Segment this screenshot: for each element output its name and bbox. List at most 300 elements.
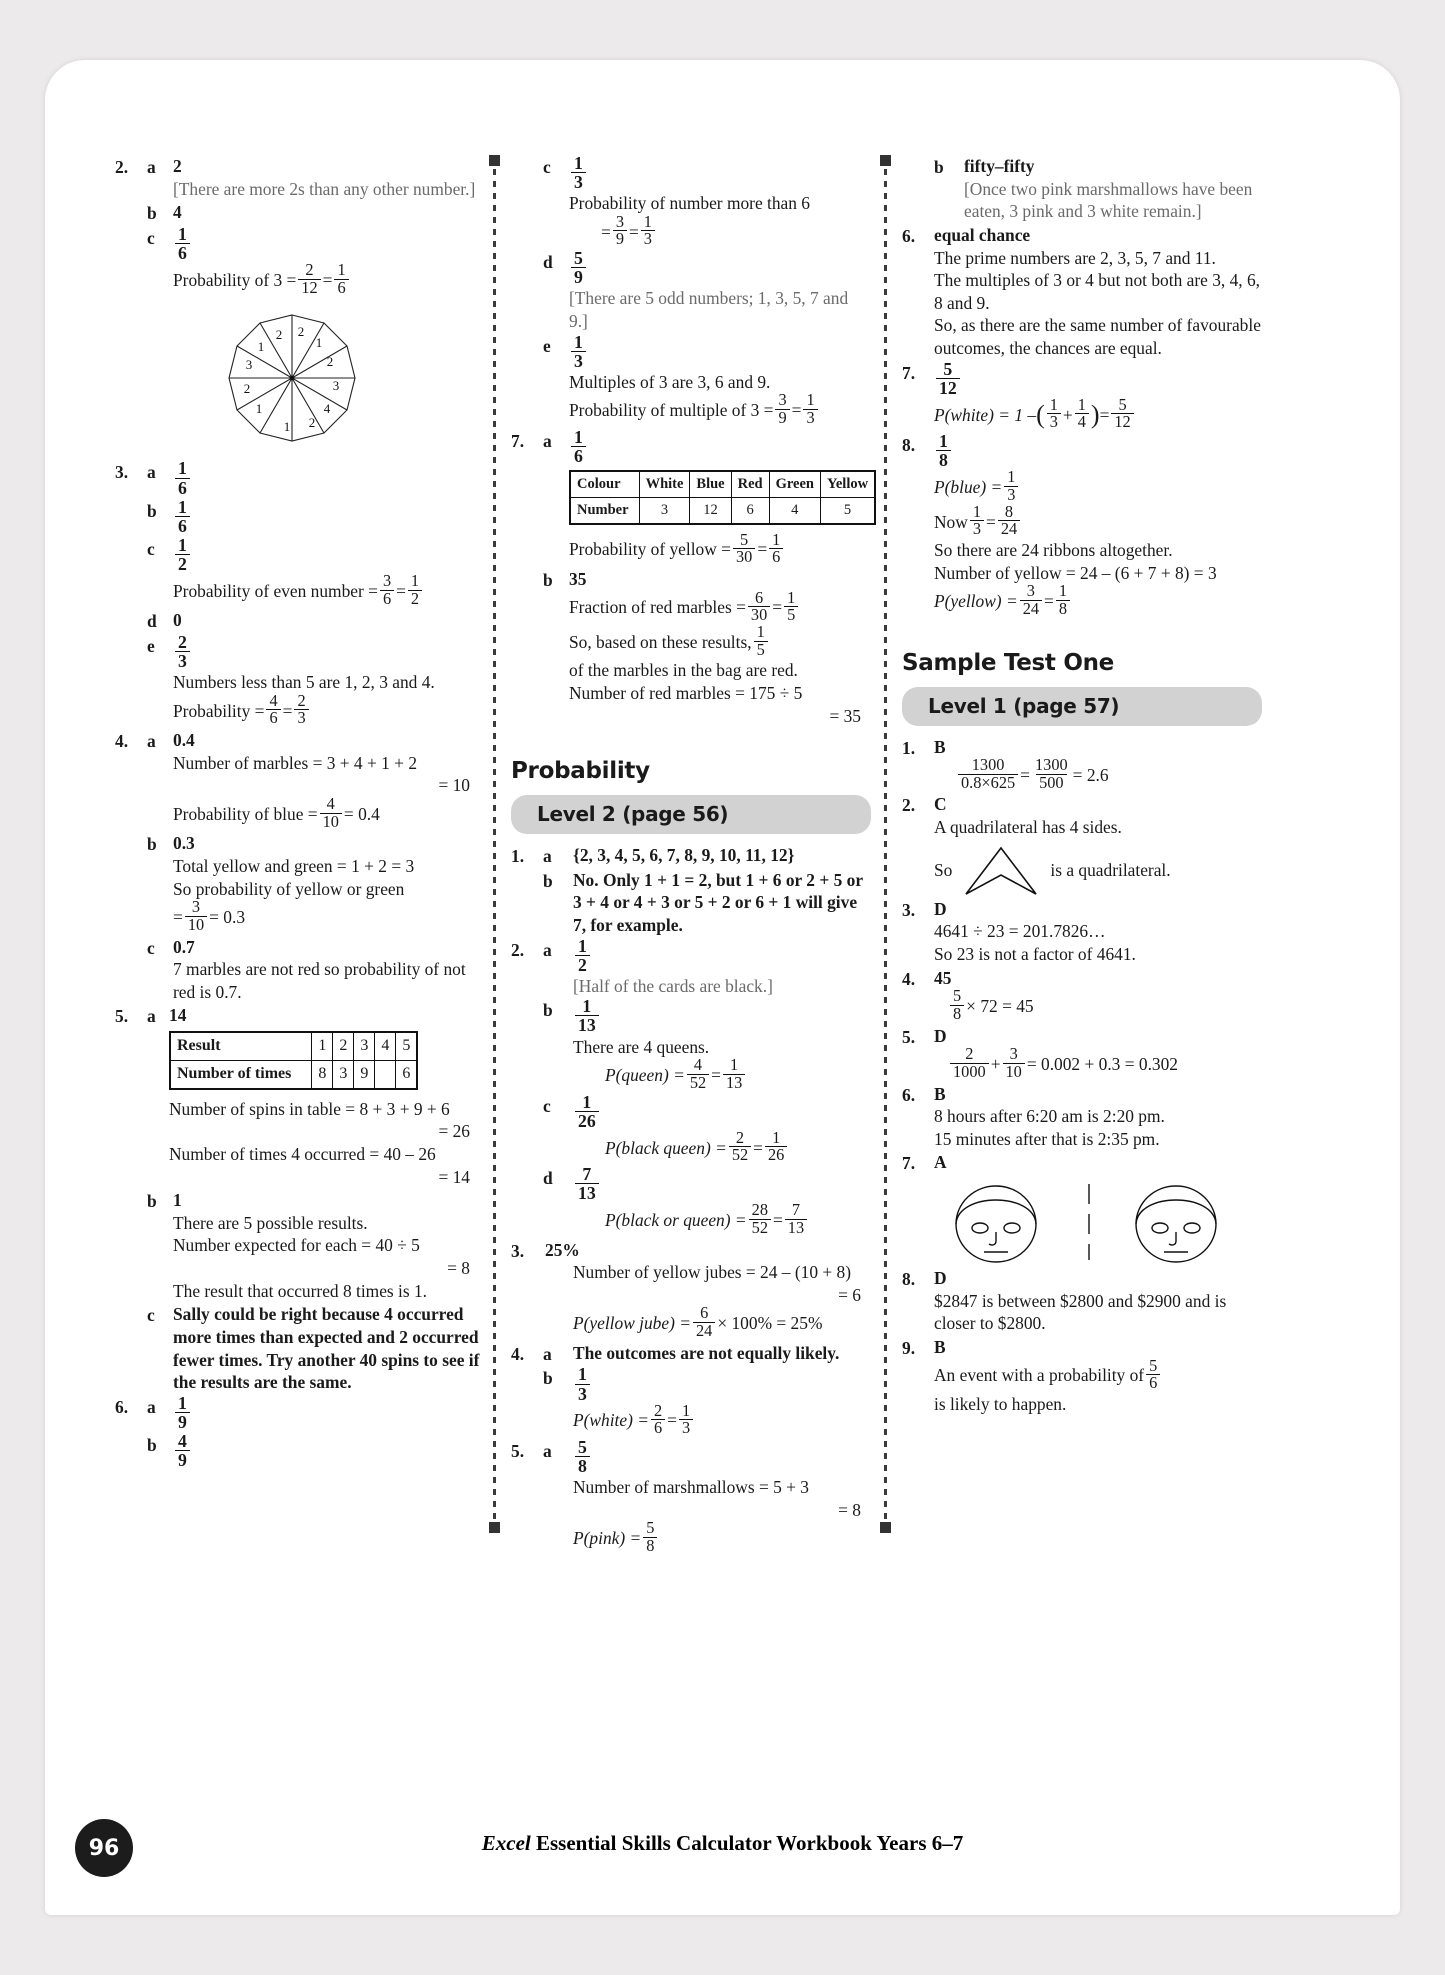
question-number: 6. [115,1396,129,1417]
part-label: b [543,1368,553,1389]
page-number: 96 [75,1819,133,1877]
question-number: 5. [115,1006,129,1027]
answer-value: A [934,1152,947,1173]
answer-value: D [934,1025,947,1046]
explanation-line: 4641 ÷ 23 = 201.7826… [934,921,1106,942]
part-label: a [147,462,156,483]
fraction-answer: $\frac{1}{3}$ [571,154,586,191]
question-number: 8. [902,435,916,456]
explanation-line: = 26 [438,1121,470,1142]
part-label: a [543,939,552,960]
column-left [115,155,480,1557]
part-label: c [543,157,551,177]
answer-item-p2a [511,935,871,998]
working-line: P(black or queen) = $\frac{28}{52}$ = $\frac{7}{13}$ [573,1203,871,1237]
answer-value: 14 [169,1005,187,1026]
answer-item-p5b [902,155,1262,223]
answer-value: 2 [173,156,182,176]
question-number: 2. [511,939,525,960]
working-line: $\frac{5}{8}$ × 72 = 45 [934,989,1262,1023]
column-right [902,155,1262,1557]
working-line: $\frac{1300}{0.8\times 625}$ = $\frac{1300}{500}$ = 2.6 [934,758,1262,792]
explanation-line: The result that occurred 8 times is 1. [173,1280,428,1301]
table-header-cell: Number of times [170,1060,312,1088]
answer-item-4c [115,936,480,1004]
question-number: 4. [902,968,916,989]
answer-item-5a [115,1004,480,1188]
fraction: $\frac{5}{8}$ [643,1520,657,1554]
column-middle [511,155,871,1557]
fraction: $\frac{1}{5}$ [784,590,798,624]
explanation-line: Number of red marbles = 175 ÷ 5 [569,682,803,703]
table-row [170,1032,417,1060]
fraction: $\frac{1}{3}$ [641,214,655,248]
working-line: P(black queen) = $\frac{2}{52}$ = $\frac{1}{26}$ [573,1131,871,1165]
answer-value: The outcomes are not equally likely. [573,1342,840,1363]
page-content [115,153,1405,1556]
fraction: $\frac{3}{9}$ [775,392,789,426]
answer-item-p4b [511,1366,871,1438]
fraction-answer: $\frac{5}{12}$ [936,360,960,397]
explanation-line: Multiples of 3 are 3, 6 and 9. [569,371,771,392]
fraction: $\frac{1300}{500}$ [1034,755,1068,792]
explanation-line: 7 marbles are not red so probability of not red is 0.7. [173,959,466,1002]
fraction: $\frac{5}{30}$ [733,532,755,566]
table-cell: 5 [396,1032,418,1060]
answer-value: B [934,736,946,757]
fraction: 5 6 [1146,1358,1160,1392]
svg-text:2: 2 [275,327,283,343]
answer-value: 0 [173,610,182,631]
svg-text:2: 2 [326,354,334,370]
answer-note: [Half of the cards are black.] [573,975,773,996]
fraction-answer: $\frac{5}{8}$ [575,1438,590,1475]
answer-item-5c [115,1303,480,1394]
answer-item-p2b [511,998,871,1092]
explanation-line: So probability of yellow or green [173,878,405,899]
part-label: d [543,252,553,273]
svg-text:1: 1 [257,339,265,355]
part-label: b [543,870,553,891]
table-cell: 6 [731,497,769,523]
table-cell: 6 [396,1060,418,1088]
part-label: c [147,538,155,559]
answer-item-7b [511,568,871,727]
page-sheet [45,60,1400,1915]
fraction-answer: $\frac{2}{3}$ [175,633,190,670]
answer-item-p4a [511,1342,871,1366]
explanation-line: So is a quadrilateral. [934,845,1262,897]
explanation-line: So 23 is not a factor of 4641. [934,943,1136,964]
part-label: a [147,1396,156,1417]
table-header-cell: Number [570,497,639,523]
answer-item-s9 [902,1336,1262,1416]
answer-item-2c [115,223,480,460]
fraction-answer: $\frac{1}{6}$ [175,498,190,535]
answer-value: 0.4 [173,730,195,751]
divider-square-top [489,155,500,166]
answer-value: equal chance [934,224,1031,245]
answer-item-3a [115,460,480,497]
answer-item-p8 [902,433,1262,618]
fraction-answer: $\frac{1}{8}$ [936,432,951,469]
working-line: Probability of number more than 6 [569,193,811,214]
table-header-cell: Result [170,1032,312,1060]
explanation-line: Number expected for each = 40 ÷ 5 [173,1235,420,1256]
part-label: d [147,611,157,632]
question-number: 3. [902,899,916,920]
part-label: c [147,1305,155,1326]
explanation-line: 8 hours after 6:20 am is 2:20 pm. [934,1106,1165,1127]
working-line: Probability of blue = $\frac{4}{10}$ = 0.4 [173,793,380,831]
working-line: P(pink) = $\frac{5}{8}$ [573,1521,871,1555]
answer-value: 4 [173,202,182,223]
question-number: 6. [902,1084,916,1105]
question-number: 7. [511,430,525,451]
svg-text:2: 2 [243,381,251,397]
answer-value: D [934,1268,947,1289]
explanation-line: = 10 [438,775,470,796]
working-line: Now $\frac{1}{3}$ = $\frac{8}{24}$ [934,505,1262,539]
answer-item-4a [115,729,480,831]
answer-value: Sally could be right because 4 occurred more times than expected and 2 occurred fewer times. Try another 40 spins to see if the results are the same. [173,1304,480,1393]
svg-text:2: 2 [308,415,316,431]
answer-value: No. Only 1 + 1 = 2, but 1 + 6 or 2 + 5 or 3 + 4 or 4 + 3 or 5 + 2 or 6 + 1 will give 7, for example. [573,869,863,935]
table-cell: 4 [375,1032,396,1060]
fraction: $\frac{8}{24}$ [998,504,1020,538]
answer-item-s5 [902,1025,1262,1082]
answer-item-p1b [511,869,871,937]
fraction: $\frac{2}{6}$ [651,1403,665,1437]
part-label: a [147,731,156,752]
fraction: $\frac{1}{3}$ [679,1403,693,1437]
question-number-blank [115,201,147,225]
fraction-answer: $\frac{1}{9}$ [175,1394,190,1431]
fraction: $\frac{1}{2}$ [408,573,422,607]
answer-item-s7 [902,1151,1262,1266]
divider-dots [493,169,496,1524]
column-divider-right [871,155,902,1557]
fraction: $\frac{3}{24}$ [1020,583,1042,617]
answer-item-2b [115,201,480,225]
working-line: P(queen) = $\frac{4}{52}$ = $\frac{1}{13}$ [573,1058,871,1092]
spinner-diagram [217,303,480,453]
fraction-answer: $\frac{1}{3}$ [571,333,586,370]
answer-item-s4 [902,967,1262,1024]
svg-text:3: 3 [245,357,253,373]
explanation-line: So, as there are the same number of favourable outcomes, the chances are equal. [934,315,1261,358]
working-line: 2 1000 + $\frac{3}{10}$ = 0.002 + 0.3 = 0.302 [934,1047,1262,1081]
fraction: $\frac{1}{26}$ [765,1130,787,1164]
svg-text:4: 4 [323,401,331,417]
table-cell: 2 [333,1032,354,1060]
table-cell: 9 [354,1060,375,1088]
part-label: a [147,1006,156,1027]
svg-text:1: 1 [255,401,263,417]
answer-value: C [934,794,947,815]
part-label: b [934,157,944,177]
question-number: 9. [902,1337,916,1358]
answer-value: 25% [545,1239,580,1260]
question-number: 2. [902,795,916,816]
answer-note: [Once two pink marshmallows have been eaten, 3 pink and 3 white remain.] [964,178,1253,222]
fraction: $\frac{28}{52}$ [749,1202,771,1236]
divider-square-bottom [880,1522,891,1533]
explanation-line: There are 4 queens. [573,1036,710,1057]
explanation-line: Total yellow and green = 1 + 2 = 3 [173,855,415,876]
answer-value: fifty–fifty [964,156,1035,176]
table-cell: 1 [312,1032,333,1060]
answer-item-s3 [902,898,1262,966]
working-line: Probability = $\frac{4}{6}$ = $\frac{2}{3}$ [173,694,480,728]
working-line: P(yellow jube) = $\frac{6}{24}$ × 100% = 25% [573,1303,823,1341]
explanation-line: The multiples of 3 or 4 but not both are 3, 4, 6, 8 and 9. [934,270,1261,313]
part-label: b [147,1191,157,1212]
question-number: 6. [902,225,916,246]
table-header-cell: Green [769,471,820,497]
table-cell: 4 [769,497,820,523]
part-label: d [543,1168,553,1189]
working-line: = $\frac{3}{10}$ = 0.3 [173,897,246,934]
svg-text:1: 1 [315,335,323,351]
working-line: P(white) = $\frac{2}{6}$ = $\frac{1}{3}$ [573,1404,871,1438]
answer-item-4b [115,832,480,934]
fraction-answer: $\frac{4}{9}$ [175,1432,190,1469]
explanation-line: Number of marshmallows = 5 + 3 [573,1477,809,1498]
question-number: 2. [115,157,129,177]
fraction: $\frac{1}{3}$ [803,392,817,426]
question-number: 4. [115,731,129,752]
divider-square-bottom [489,1522,500,1533]
footer-title [45,1831,1400,1856]
answer-item-5d-cont [511,250,871,332]
table-header-cell: Colour [570,471,639,497]
part-label: a [543,846,552,867]
fraction: $\frac{3}{6}$ [380,573,394,607]
fraction: $\frac{7}{13}$ [785,1202,807,1236]
answer-item-3d [115,609,480,633]
table-header-cell: White [639,471,690,497]
answer-item-3c [115,534,480,609]
answer-value: 1 [173,1190,182,1211]
table-cell: 3 [333,1060,354,1088]
explanation-line: An event with a probability of 5 6 is likely to happen. [934,1359,1262,1416]
working-line: Probability of 3 = $\frac{2}{12}$ = $\frac{1}{6}$ [173,263,480,297]
answer-item-p6 [902,224,1262,360]
working-line: Probability of multiple of 3 = $\frac{3}{9}$ = $\frac{1}{3}$ [569,393,871,427]
explanation-line: = 35 [829,705,861,726]
answer-value: B [934,1336,946,1357]
fraction-answer: $\frac{1}{13}$ [575,997,599,1034]
table-cell: 3 [354,1032,375,1060]
fraction: $\frac{5}{8}$ [950,988,964,1022]
working-line: P(blue) = $\frac{1}{3}$ [934,470,1262,504]
explanation-line: Number of marbles = 3 + 4 + 1 + 2 [173,752,418,773]
question-number: 1. [902,737,916,758]
question-number: 7. [902,362,916,383]
fraction: $\frac{1}{8}$ [1056,583,1070,617]
explanation-line: A quadrilateral has 4 sides. [934,817,1122,838]
question-number: 3. [511,1240,525,1261]
answer-value: 0.3 [173,833,195,854]
fraction: $\frac{3}{10}$ [185,899,207,933]
table-cell [375,1060,396,1088]
fraction: $\frac{6}{24}$ [693,1305,715,1339]
fraction-answer: $\frac{1}{26}$ [575,1093,599,1130]
fraction: $\frac{3}{10}$ [1003,1046,1025,1080]
fraction: $\frac{2}{52}$ [729,1130,751,1164]
question-number: 4. [511,1343,525,1364]
working-line: Fraction of red marbles = $\frac{6}{30}$ = $\frac{1}{5}$ [569,591,871,625]
working-line: = $\frac{3}{9}$ = $\frac{1}{3}$ [569,215,871,249]
answer-item-p1a [511,844,871,868]
three-column-layout [115,155,1405,1557]
arrowhead-quadrilateral-shape [962,845,1040,897]
working-line: P(yellow) = $\frac{3}{24}$ = $\frac{1}{8}$ [934,584,1262,618]
fraction: $\frac{4}{52}$ [687,1057,709,1091]
table-header-cell: Blue [690,471,731,497]
answer-item-p5a [511,1436,871,1556]
answer-item-p2d [511,1166,871,1238]
fraction: $\frac{2}{12}$ [298,262,320,296]
fraction: $\frac{1}{13}$ [723,1057,745,1091]
fraction: $\frac{1300}{0.8\times 625}$ [958,757,1018,791]
part-label: a [147,157,156,177]
table-cell: 12 [690,497,731,523]
table-row [570,497,875,523]
fraction-answer: $\frac{5}{9}$ [571,249,586,286]
svg-text:3: 3 [332,378,340,394]
working-line: P(white) = 1 – ( 1 3 + $\frac{1}{4}$ ) = $\frac{5}{12}$ [934,398,1262,432]
fraction: $\frac{6}{30}$ [748,590,770,624]
answer-item-s6 [902,1083,1262,1151]
part-label: e [147,635,155,656]
answer-item-5b [115,1189,480,1302]
svg-text:2: 2 [297,324,305,340]
answer-value: 45 [934,967,952,988]
explanation-line: The prime numbers are 2, 3, 5, 7 and 11. [934,247,1216,268]
fraction: $\frac{4}{10}$ [320,796,342,830]
fraction: $\frac{1}{3}$ [1004,469,1018,503]
answer-value: D [934,898,947,919]
fraction: $\frac{1}{6}$ [334,262,348,296]
part-label: c [147,937,155,958]
fraction-answer: $\frac{1}{6}$ [175,225,190,262]
part-label: b [147,1434,157,1455]
explanation-line: Number of spins in table = 8 + 3 + 9 + 6 [169,1098,450,1119]
answer-value: {2, 3, 4, 5, 6, 7, 8, 9, 10, 11, 12} [573,845,795,866]
level-banner: Level 1 (page 57) [902,687,1262,726]
explanation-line: $2847 is between $2800 and $2900 and is closer to $2800. [934,1290,1227,1334]
section-heading-sample-test: Sample Test One [902,649,1114,676]
page-footer [45,1795,1400,1915]
table-header-cell: Yellow [821,471,876,497]
answer-item-s8 [902,1267,1262,1335]
fraction-answer: $\frac{1}{3}$ [575,1365,590,1402]
explanation-line: = 8 [838,1499,861,1520]
explanation-line: Number of times 4 occurred = 40 – 26 [169,1143,436,1164]
fraction: 2 1000 [950,1046,989,1080]
results-table [169,1031,418,1090]
fraction-answer: $\frac{1}{2}$ [575,937,590,974]
answer-item-6b [115,1430,480,1471]
part-label: c [543,1095,551,1116]
fraction: $\frac{1}{6}$ [769,532,783,566]
part-label: b [543,569,553,590]
fraction-answer: $\frac{7}{13}$ [575,1165,599,1202]
answer-item-5e-cont [511,331,871,428]
explanation-line: = 6 [838,1284,861,1305]
question-number: 7. [902,1153,916,1174]
two-faces-diagram [934,1178,1262,1266]
fraction: $\frac{4}{6}$ [266,693,280,727]
part-label: b [147,500,157,521]
answer-value: 35 [569,568,587,589]
table-row [170,1060,417,1088]
answer-item-3b [115,496,480,536]
colour-table [569,470,876,525]
working-line: Probability of even number = $\frac{3}{6}$ = $\frac{1}{2}$ [173,574,480,608]
answer-value: B [934,1083,946,1104]
footer-subtitle: Essential Skills Calculator Workbook Years 6–7 [530,1831,964,1855]
fraction: $\frac{1}{4}$ [1075,397,1089,431]
answer-item-p3 [511,1239,871,1341]
explanation-line: = 8 [447,1258,470,1278]
explanation-line: = 14 [438,1166,470,1187]
answer-note: [There are more 2s than any other number.] [173,178,476,199]
answer-item-s1 [902,736,1262,793]
answer-item-6a [115,1392,480,1432]
fraction: $\frac{5}{12}$ [1111,397,1133,431]
explanation-line: Number of yellow = 24 – (6 + 7 + 8) = 3 [934,562,1217,583]
fraction: $\frac{3}{9}$ [613,214,627,248]
fraction: 1 5 [754,624,768,658]
part-label: c [147,227,155,248]
explanation-line: 15 minutes after that is 2:35 pm. [934,1128,1160,1149]
question-number: 1. [511,846,525,867]
divider-square-top [880,155,891,166]
part-label: b [147,834,157,855]
footer-brand: Excel [481,1831,531,1855]
working-line: Probability of yellow = $\frac{5}{30}$ = $\frac{1}{6}$ [569,533,871,567]
divider-dots [884,169,887,1524]
part-label: b [543,1000,553,1021]
fraction-answer: $\frac{1}{6}$ [175,459,190,496]
answer-item-5c-cont [511,155,871,249]
answer-value: 0.7 [173,936,195,957]
part-label: e [543,335,551,356]
answer-item-2a [115,155,480,200]
answer-item-s2 [902,793,1262,896]
part-label: b [147,203,157,224]
table-cell: 5 [821,497,876,523]
question-number: 8. [902,1269,916,1290]
fraction: 1 3 [1047,397,1061,431]
fraction-answer: $\frac{1}{2}$ [175,536,190,573]
explanation-line: Numbers less than 5 are 1, 2, 3 and 4. [173,672,435,693]
table-cell: 3 [639,497,690,523]
level-banner: Level 2 (page 56) [511,795,871,834]
question-number: 5. [511,1440,525,1461]
table-cell: 8 [312,1060,333,1088]
explanation-line: So there are 24 ribbons altogether. [934,540,1173,561]
explanation-line: So, based on these results, 1 5 of the marbles in the bag are red. [569,621,798,681]
fraction-answer: $\frac{1}{6}$ [571,428,586,465]
column-divider-left [480,155,511,1557]
section-heading-probability: Probability [511,758,650,785]
answer-item-p2c [511,1091,871,1166]
answer-item-7a [511,426,871,567]
